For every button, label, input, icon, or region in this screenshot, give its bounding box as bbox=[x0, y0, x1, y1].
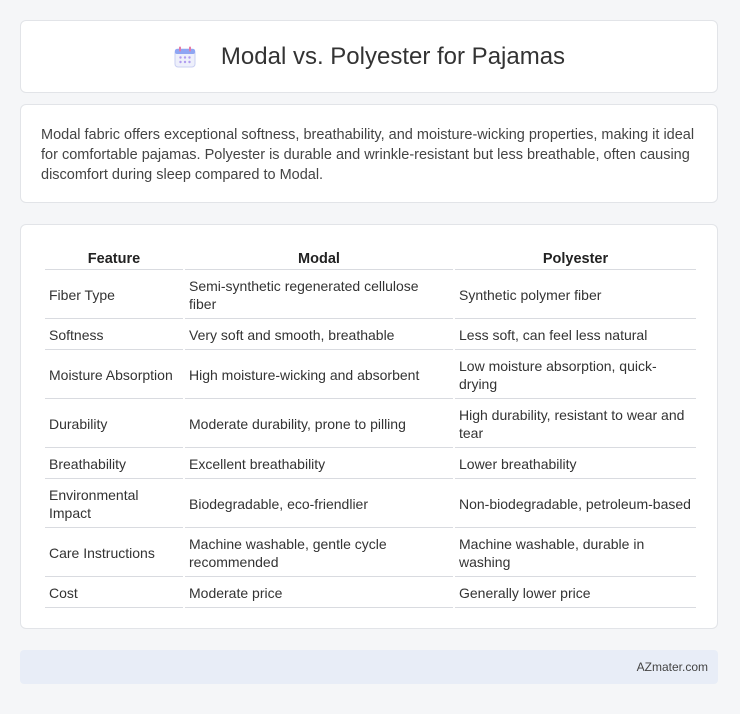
feature-cell: Moisture Absorption bbox=[45, 352, 183, 399]
table-header-row bbox=[45, 247, 696, 270]
header-modal: Modal bbox=[185, 247, 453, 270]
feature-cell: Care Instructions bbox=[45, 530, 183, 577]
table-row bbox=[45, 481, 696, 528]
polyester-cell: Lower breathability bbox=[455, 450, 696, 479]
feature-cell: Softness bbox=[45, 321, 183, 350]
polyester-cell: High durability, resistant to wear and tear bbox=[455, 401, 696, 448]
modal-cell: Moderate price bbox=[185, 579, 453, 608]
footer-bar bbox=[20, 650, 718, 684]
title-card bbox=[20, 20, 718, 93]
page-title: Modal vs. Polyester for Pajamas bbox=[220, 42, 566, 70]
polyester-cell: Low moisture absorption, quick-drying bbox=[455, 352, 696, 399]
comparison-table bbox=[43, 245, 698, 610]
feature-cell: Environmental Impact bbox=[45, 481, 183, 528]
polyester-cell: Machine washable, durable in washing bbox=[455, 530, 696, 577]
feature-cell: Durability bbox=[45, 401, 183, 448]
polyester-cell: Generally lower price bbox=[455, 579, 696, 608]
modal-cell: Biodegradable, eco-friendlier bbox=[185, 481, 453, 528]
table-row bbox=[45, 321, 696, 350]
table-row bbox=[45, 579, 696, 608]
modal-cell: Very soft and smooth, breathable bbox=[185, 321, 453, 350]
calendar-icon bbox=[173, 45, 197, 69]
table-row bbox=[45, 401, 696, 448]
modal-cell: Excellent breathability bbox=[185, 450, 453, 479]
modal-cell: Moderate durability, prone to pilling bbox=[185, 401, 453, 448]
header-feature: Feature bbox=[45, 247, 183, 270]
modal-cell: Semi-synthetic regenerated cellulose fiber bbox=[185, 272, 453, 319]
polyester-cell: Less soft, can feel less natural bbox=[455, 321, 696, 350]
modal-cell: High moisture-wicking and absorbent bbox=[185, 352, 453, 399]
polyester-cell: Non-biodegradable, petroleum-based bbox=[455, 481, 696, 528]
header-polyester: Polyester bbox=[455, 247, 696, 270]
comparison-table-card bbox=[20, 224, 718, 629]
table-row bbox=[45, 352, 696, 399]
table-row bbox=[45, 272, 696, 319]
feature-cell: Cost bbox=[45, 579, 183, 608]
footer-brand: AZmater.com bbox=[636, 660, 708, 674]
modal-cell: Machine washable, gentle cycle recommended bbox=[185, 530, 453, 577]
table-row bbox=[45, 530, 696, 577]
polyester-cell: Synthetic polymer fiber bbox=[455, 272, 696, 319]
feature-cell: Fiber Type bbox=[45, 272, 183, 319]
summary-text: Modal fabric offers exceptional softness, breathability, and moisture-wicking properties, making it ideal for comfortable pajamas. Polyester is durable and wrinkle-resistant but less breathable, often causing discomfort during sleep compared to Modal. bbox=[41, 127, 695, 183]
table-row bbox=[45, 450, 696, 479]
feature-cell: Breathability bbox=[45, 450, 183, 479]
summary-card bbox=[20, 104, 718, 203]
